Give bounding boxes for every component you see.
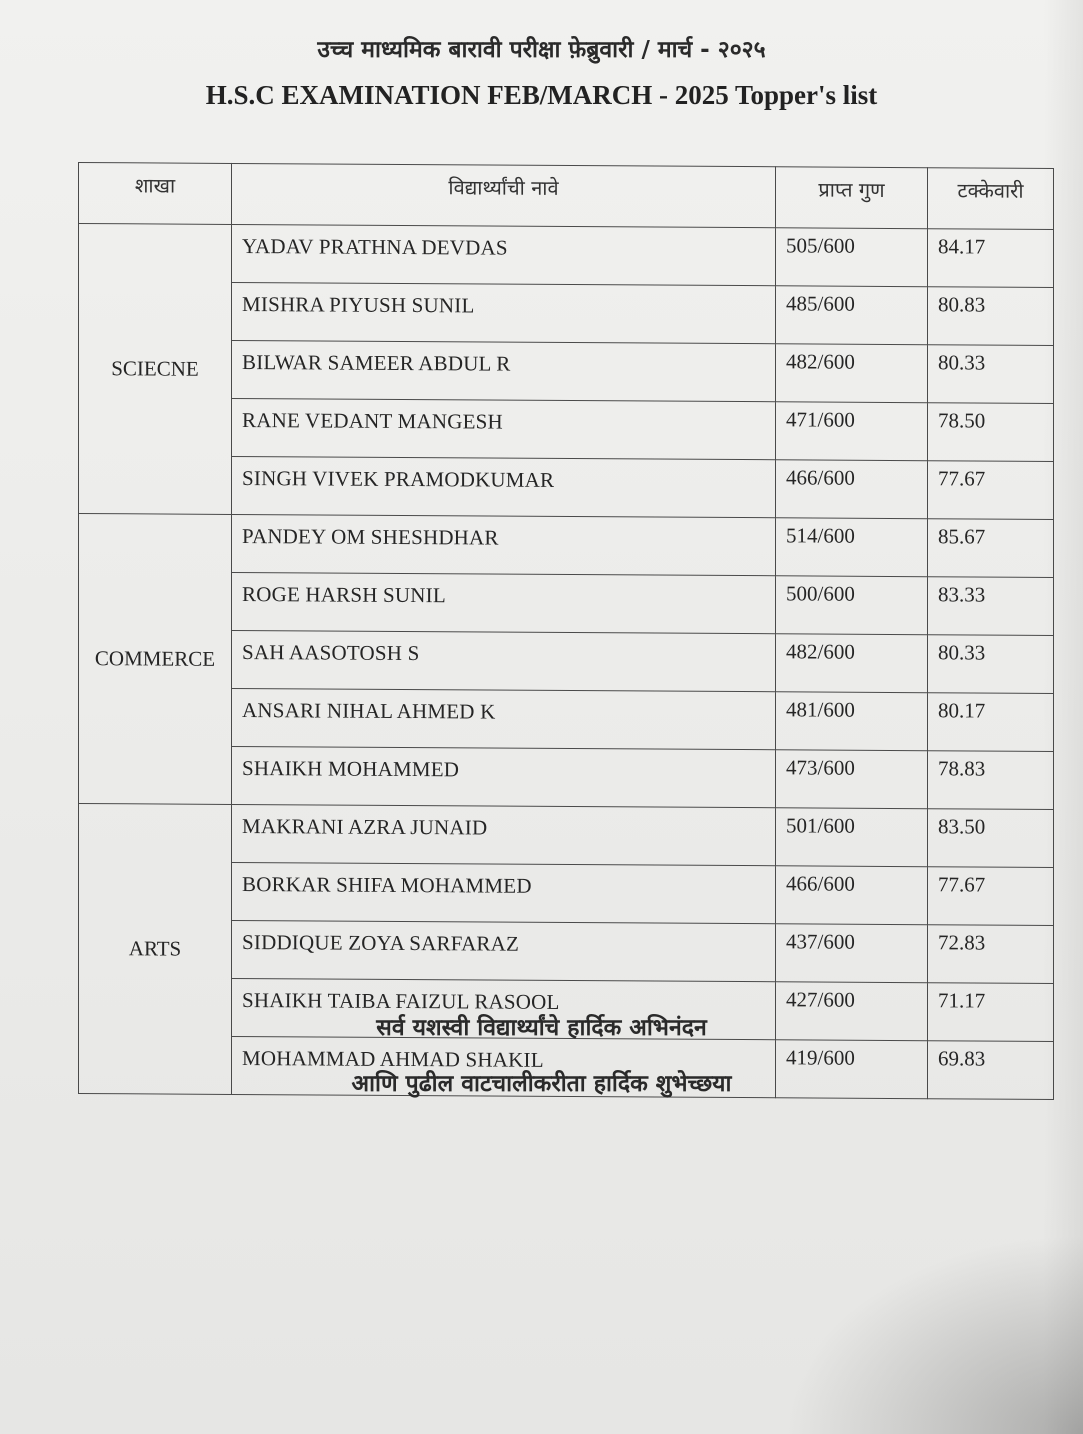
toppers-table	[78, 162, 1054, 1100]
percentage-cell: 85.67	[928, 519, 1054, 578]
title-english: H.S.C EXAMINATION FEB/MARCH - 2025 Topper's list	[205, 80, 878, 110]
marks-cell: 419/600	[776, 1040, 928, 1099]
branch-cell: SCIECNE	[79, 224, 232, 515]
percentage-cell: 84.17	[928, 229, 1054, 288]
student-name-cell: SINGH VIVEK PRAMODKUMAR	[232, 456, 776, 517]
percentage-cell: 80.83	[928, 287, 1054, 346]
student-name-cell: ROGE HARSH SUNIL	[232, 572, 776, 633]
percentage-cell: 78.50	[928, 403, 1054, 462]
toppers-table-container	[78, 162, 1053, 1100]
table-row	[79, 514, 1054, 578]
student-name-cell: ANSARI NIHAL AHMED K	[232, 688, 776, 749]
title-marathi: उच्च माध्यमिक बारावी परीक्षा फ़ेब्रुवारी / मार्च - २०२५	[317, 37, 766, 63]
percentage-cell: 69.83	[928, 1041, 1054, 1100]
branch-cell: COMMERCE	[79, 514, 232, 805]
marks-cell: 505/600	[776, 228, 928, 287]
table-row	[79, 804, 1054, 868]
student-name-cell: BILWAR SAMEER ABDUL R	[232, 340, 776, 401]
marks-cell: 466/600	[776, 866, 928, 925]
marks-cell: 427/600	[776, 982, 928, 1041]
table-body	[79, 224, 1054, 1100]
marks-cell: 471/600	[776, 402, 928, 461]
congratulations-line: सर्व यशस्वी विद्यार्थ्यांचे हार्दिक अभिनंदन	[376, 1015, 707, 1041]
column-header-branch: शाखा	[79, 163, 232, 225]
student-name-cell: MOHAMMAD AHMAD SHAKIL	[232, 1036, 776, 1097]
marks-cell: 514/600	[776, 518, 928, 577]
student-name-cell: YADAV PRATHNA DEVDAS	[232, 224, 776, 285]
marks-cell: 501/600	[776, 808, 928, 867]
percentage-cell: 71.17	[928, 983, 1054, 1042]
student-name-cell: RANE VEDANT MANGESH	[232, 398, 776, 459]
percentage-cell: 83.33	[928, 577, 1054, 636]
student-name-cell: SHAIKH TAIBA FAIZUL RASOOL	[232, 978, 776, 1039]
percentage-cell: 72.83	[928, 925, 1054, 984]
student-name-cell: BORKAR SHIFA MOHAMMED	[232, 862, 776, 923]
table-row	[79, 224, 1054, 288]
percentage-cell: 80.33	[928, 345, 1054, 404]
student-name-cell: SAH AASOTOSH S	[232, 630, 776, 691]
percentage-cell: 80.33	[928, 635, 1054, 694]
table-header-row	[79, 163, 1054, 230]
marks-cell: 482/600	[776, 344, 928, 403]
branch-cell: ARTS	[79, 804, 232, 1095]
percentage-cell: 78.83	[928, 751, 1054, 810]
marks-cell: 482/600	[776, 634, 928, 693]
percentage-cell: 80.17	[928, 693, 1054, 752]
marks-cell: 500/600	[776, 576, 928, 635]
marks-cell: 473/600	[776, 750, 928, 809]
percentage-cell: 77.67	[928, 461, 1054, 520]
column-header-student-names: विद्यार्थ्यांची नावे	[232, 163, 776, 227]
student-name-cell: SIDDIQUE ZOYA SARFARAZ	[232, 920, 776, 981]
student-name-cell: SHAIKH MOHAMMED	[232, 746, 776, 807]
corner-shadow	[783, 1234, 1083, 1434]
marks-cell: 466/600	[776, 460, 928, 519]
percentage-cell: 77.67	[928, 867, 1054, 926]
percentage-cell: 83.50	[928, 809, 1054, 868]
student-name-cell: PANDEY OM SHESHDHAR	[232, 514, 776, 575]
marks-cell: 481/600	[776, 692, 928, 751]
student-name-cell: MISHRA PIYUSH SUNIL	[232, 282, 776, 343]
column-header-percentage: टक्केवारी	[928, 168, 1054, 230]
best-wishes-line: आणि पुढील वाटचालीकरीता हार्दिक शुभेच्छया	[351, 1071, 732, 1097]
marks-cell: 485/600	[776, 286, 928, 345]
student-name-cell: MAKRANI AZRA JUNAID	[232, 804, 776, 865]
marks-cell: 437/600	[776, 924, 928, 983]
column-header-marks: प्राप्त गुण	[776, 167, 928, 229]
